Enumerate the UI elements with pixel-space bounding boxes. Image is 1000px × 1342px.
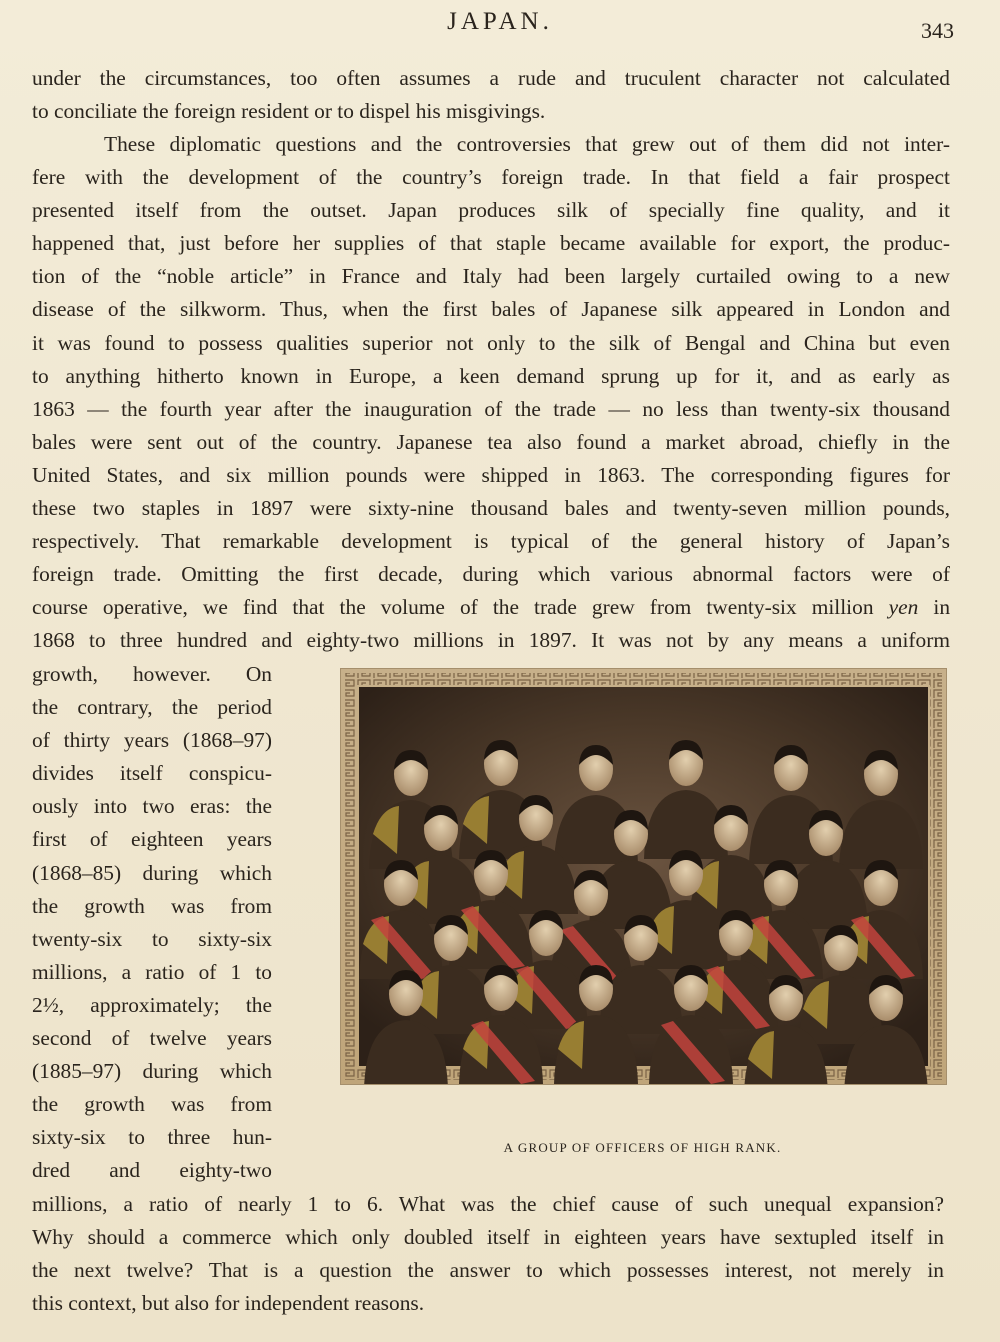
paragraph-closing <box>32 1188 944 1320</box>
text-line: to conciliate the foreign resident or to dispel his misgivings. <box>32 99 546 124</box>
figure-caption: A GROUP OF OFFICERS OF HIGH RANK. <box>503 1140 782 1155</box>
text-line: presented itself from the outset. Japan produces silk of specially fine quality, and it <box>32 198 950 223</box>
text-line: dred and eighty-two <box>32 1158 272 1183</box>
text-line: respectively. That remarkable development is typical of the general history of Japan’s <box>32 529 950 554</box>
text-line: divides itself conspicu- <box>32 761 272 786</box>
greek-key-border-top <box>345 673 942 685</box>
text-line: it was found to possess qualities superior not only to the silk of Bengal and China but even <box>32 330 950 355</box>
text-line: this context, but also for independent reasons. <box>32 1291 425 1316</box>
text-fragment: course operative, we find that the volume of the trade grew from twenty-six million <box>32 595 874 620</box>
text-line: tion of the “noble article” in France and Italy had been largely curtailed owing to a new <box>32 264 950 289</box>
photograph-officers <box>340 668 947 1085</box>
greek-key-border-left <box>345 685 357 1068</box>
text-line: These diplomatic questions and the controversies that grew out of them did not inter- <box>104 132 950 156</box>
running-title: JAPAN. <box>447 8 553 35</box>
text-line: United States, and six million pounds were shipped in 1863. The corresponding figures for <box>32 462 950 487</box>
text-line: foreign trade. Omitting the first decade, during which various abnormal factors were of <box>32 562 950 587</box>
text-line: first of eighteen years <box>32 827 272 852</box>
text-line: twenty-six to sixty-six <box>32 926 272 951</box>
text-line: millions, a ratio of 1 to <box>32 959 272 984</box>
text-line: the growth was from <box>32 1092 272 1117</box>
text-line: Why should a commerce which only doubled itself in eighteen years have sextupled itself in <box>32 1225 944 1250</box>
text-line: of thirty years (1868–97) <box>32 728 272 753</box>
text-line: bales were sent out of the country. Japanese tea also found a market abroad, chiefly in the <box>32 429 950 454</box>
paragraph-1 <box>32 62 950 128</box>
text-line: disease of the silkworm. Thus, when the first bales of Japanese silk appeared in London and <box>32 297 950 322</box>
narrow-column <box>32 658 272 1188</box>
text-line: 1863 — the fourth year after the inauguration of the trade — no less than twenty-six thousand <box>32 396 950 421</box>
greek-key-border-right <box>930 685 942 1068</box>
text-line: (1868–85) during which <box>32 860 272 885</box>
text-line: growth, however. On <box>32 662 272 686</box>
photograph-illustration <box>341 669 946 1084</box>
text-line: millions, a ratio of nearly 1 to 6. What was the chief cause of such unequal expansion? <box>32 1192 944 1216</box>
text-line: fere with the development of the country’s foreign trade. In that field a fair prospect <box>32 165 950 190</box>
text-line-yen <box>32 591 950 624</box>
page-number: 343 <box>921 18 954 43</box>
paragraph-2 <box>32 128 950 658</box>
text-line: ously into two eras: the <box>32 794 272 819</box>
text-line: (1885–97) during which <box>32 1059 272 1084</box>
text-line: sixty-six to three hun- <box>32 1125 272 1150</box>
text-line: these two staples in 1897 were sixty-nine thousand bales and twenty-seven million pounds, <box>32 496 950 521</box>
text-line: the next twelve? That is a question the answer to which possesses interest, not merely in <box>32 1258 944 1283</box>
text-line: the contrary, the period <box>32 695 272 720</box>
text-line: to anything hitherto known in Europe, a keen demand sprung up for it, and as early as <box>32 363 950 388</box>
italic-yen: yen <box>888 595 919 620</box>
text-fragment: in <box>933 595 951 620</box>
text-line: 1868 to three hundred and eighty-two millions in 1897. It was not by any means a uniform <box>32 628 950 653</box>
text-line: 2½, approximately; the <box>32 992 272 1017</box>
text-line: the growth was from <box>32 893 272 918</box>
text-line: under the circumstances, too often assumes a rude and truculent character not calculated <box>32 66 950 90</box>
text-line: second of twelve years <box>32 1026 272 1051</box>
text-line: happened that, just before her supplies of that staple became available for export, the produc- <box>32 231 950 256</box>
